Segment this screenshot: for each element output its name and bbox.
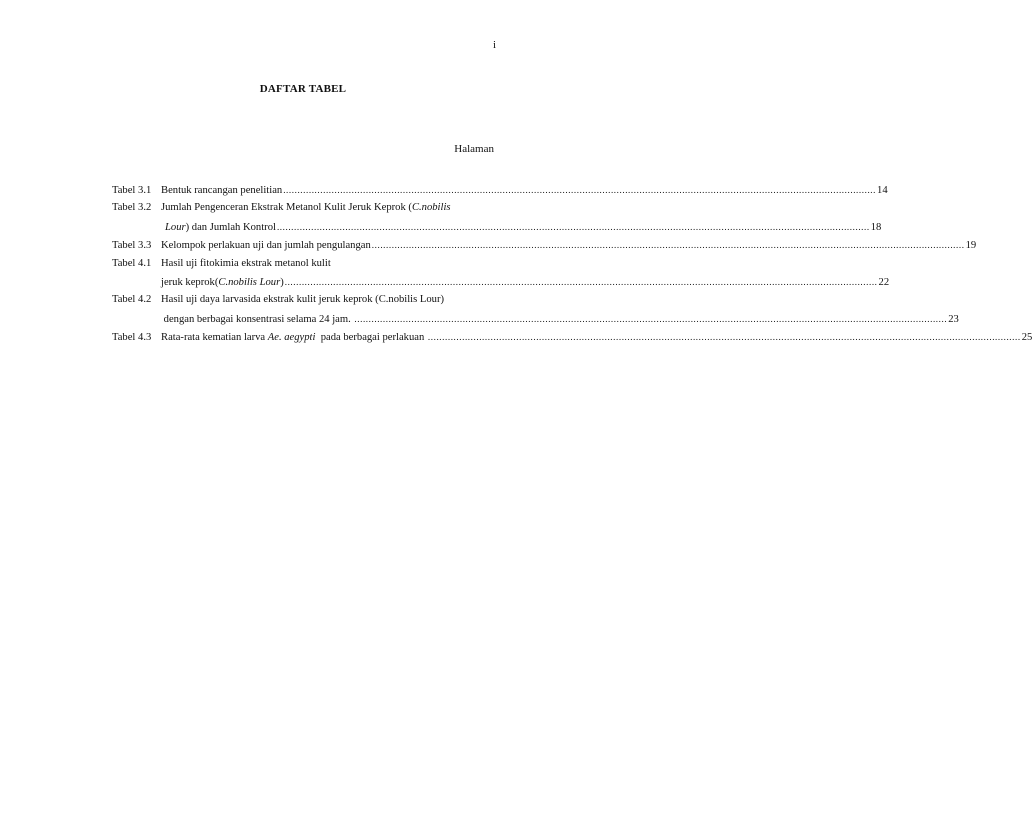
- entry-title-continued: Lour) dan Jumlah Kontrol: [165, 221, 276, 233]
- list-item-tabel-4-3[interactable]: [112, 328, 1032, 346]
- list-item-tabel-3-1[interactable]: [112, 181, 888, 199]
- entry-page: 23: [948, 313, 959, 325]
- entry-page: 14: [877, 185, 888, 196]
- entry-label: Tabel 4.1: [112, 257, 152, 269]
- page-column-header: Halaman: [454, 143, 494, 155]
- list-item-tabel-3-2[interactable]: [112, 199, 882, 236]
- dot-leader: [428, 328, 1021, 346]
- entry-label: Tabel 3.1: [112, 185, 152, 196]
- entry-page: 22: [878, 276, 890, 288]
- dot-leader: [354, 310, 947, 328]
- table-list: [112, 181, 1032, 347]
- entry-title-continued: dengan berbagai konsentrasi selama 24 jam.: [161, 313, 354, 325]
- list-item-tabel-3-3[interactable]: [112, 236, 977, 254]
- page-title: DAFTAR TABEL: [259, 83, 347, 95]
- entry-title-continued: jeruk keprok(C.nobilis Lour): [161, 276, 284, 288]
- entry-title: Rata-rata kematian larva Ae. aegypti pada berbagai perlakuan: [161, 332, 427, 344]
- entry-page: 18: [870, 221, 882, 233]
- page-number: i: [492, 39, 496, 51]
- dot-leader: [285, 273, 878, 291]
- entry-title: Hasil uji fitokimia ekstrak metanol kulit: [161, 257, 331, 269]
- entry-page: 19: [965, 240, 977, 252]
- entry-page: 25: [1021, 332, 1032, 344]
- entry-label: Tabel 4.2: [112, 294, 152, 306]
- entry-title: Hasil uji daya larvasida ekstrak kulit jeruk keprok (C.nobilis Lour): [161, 294, 445, 306]
- entry-title: Kelompok perlakuan uji dan jumlah pengulangan: [161, 240, 371, 252]
- dot-leader: [372, 236, 965, 254]
- list-item-tabel-4-1[interactable]: [112, 255, 890, 292]
- dot-leader: [283, 181, 876, 199]
- entry-title: Bentuk rancangan penelitian: [161, 185, 283, 196]
- entry-label: Tabel 4.3: [112, 332, 152, 344]
- entry-label: Tabel 3.2: [112, 202, 152, 214]
- dot-leader: [277, 218, 870, 236]
- entry-label: Tabel 3.3: [112, 240, 152, 252]
- entry-title: Jumlah Pengenceran Ekstrak Metanol Kulit Jeruk Keprok (C.nobilis: [161, 202, 451, 214]
- list-item-tabel-4-2[interactable]: [112, 291, 959, 328]
